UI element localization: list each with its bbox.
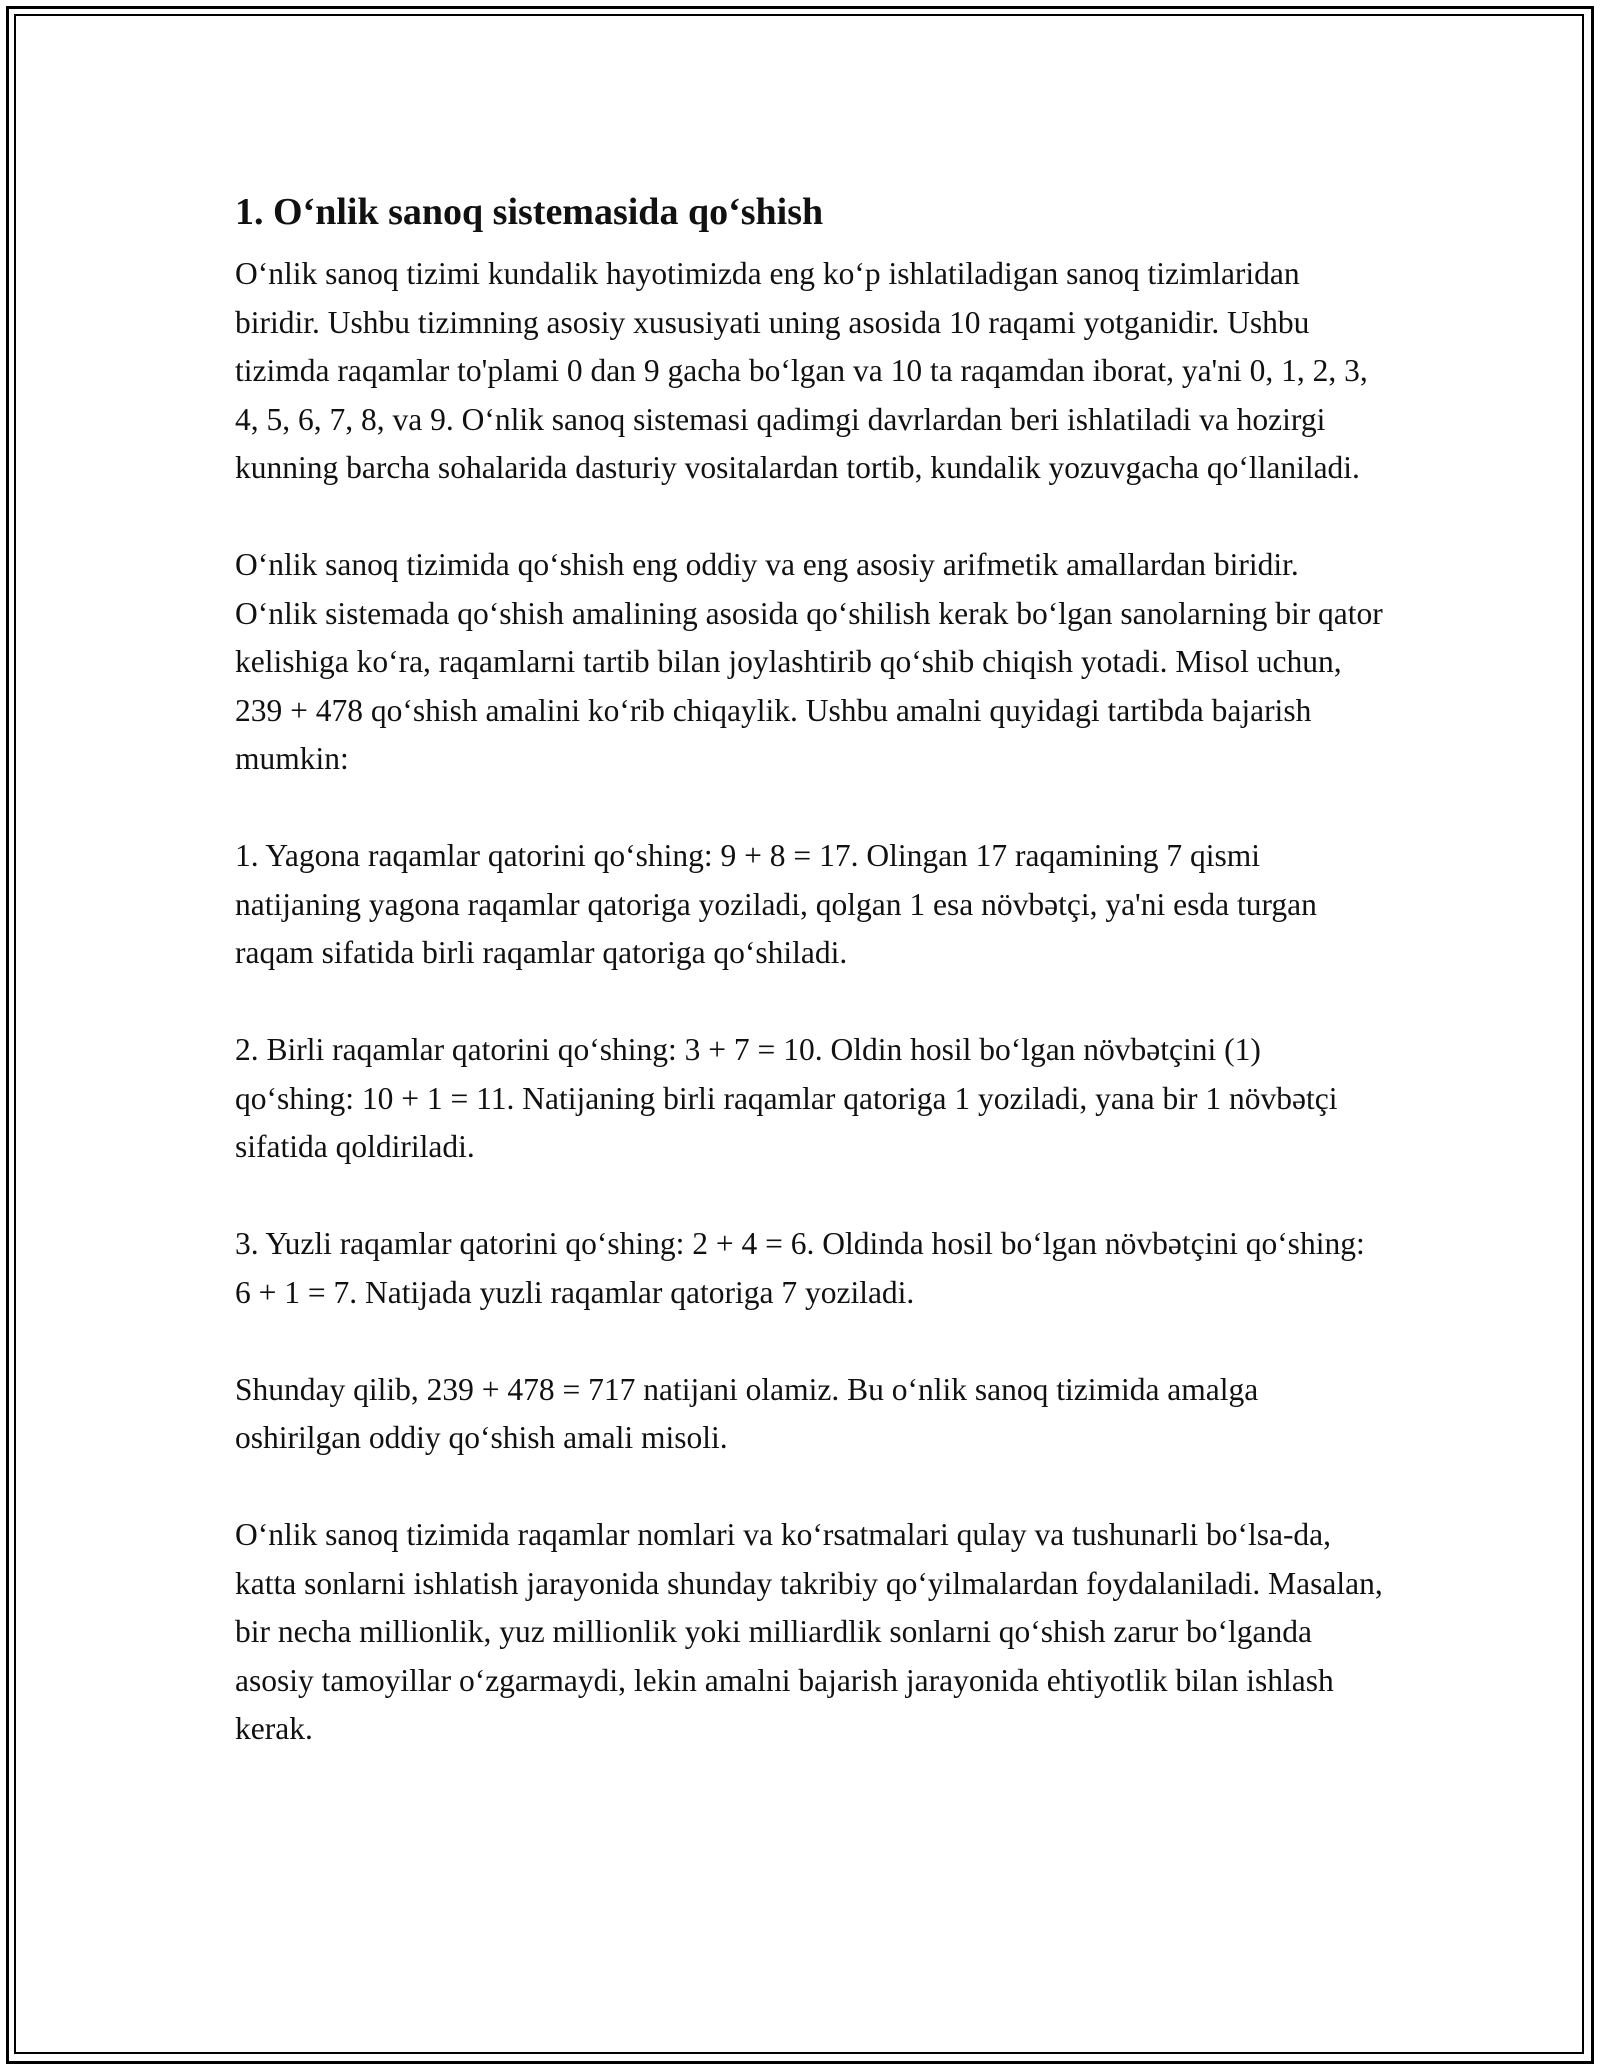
section-heading: 1. O‘nlik sanoq sistemasida qo‘shish (235, 191, 824, 233)
paragraph-step-2: 2. Birli raqamlar qatorini qo‘shing: 3 + 7 = 10. Oldin hosil bo‘lgan növbətçini (1) qo‘shing: 10 + 1 = 11. Natijaning birli raqamlar qatoriga 1 yoziladi, yana bir 1 növbətçi sifatida qoldiriladi. (235, 1032, 1338, 1164)
paragraph-step-1: 1. Yagona raqamlar qatorini qo‘shing: 9 + 8 = 17. Olingan 17 raqamining 7 qismi natijaning yagona raqamlar qatoriga yoziladi, qolgan 1 esa növbətçi, ya'ni esda turgan raqam sifatida birli raqamlar qatoriga qo‘shiladi. (235, 838, 1317, 970)
paragraph-intro: O‘nlik sanoq tizimi kundalik hayotimizda eng ko‘p ishlatiladigan sanoq tizimlaridan biridir. Ushbu tizimning asosiy xususiyati uning asosida 10 raqami yotganidir. Ushbu tizimda raqamlar to'plami 0 dan 9 gacha bo‘lgan va 10 ta raqamdan iborat, ya'ni 0, 1, 2, 3, 4, 5, 6, 7, 8, va 9. O‘nlik sanoq sistemasi qadimgi davrlardan beri ishlatiladi va hozirgi kunning barcha sohalarida dasturiy vositalardan tortib, kundalik yozuvgacha qo‘llaniladi. (235, 256, 1368, 485)
paragraph-result: Shunday qilib, 239 + 478 = 717 natijani olamiz. Bu o‘nlik sanoq tizimida amalga oshirilgan oddiy qo‘shish amali misoli. (235, 1371, 1259, 1455)
paragraph-conclusion: O‘nlik sanoq tizimida raqamlar nomlari va ko‘rsatmalari qulay va tushunarli bo‘lsa-da, katta sonlarni ishlatish jarayonida shunday takribiy qo‘yilmalardan foydalaniladi. Masalan, bir necha millionlik, yuz millionlik yoki milliardlik sonlarni qo‘shish zarur bo‘lganda asosiy tamoyillar o‘zgarmaydi, lekin amalni bajarish jarayonida ehtiyotlik bilan ishlash kerak. (235, 1517, 1383, 1746)
paragraph-addition-overview: O‘nlik sanoq tizimida qo‘shish eng oddiy va eng asosiy arifmetik amallardan biridir. O‘nlik sistemada qo‘shish amalining asosida qo‘shilish kerak bo‘lgan sanolarning bir qator kelishiga ko‘ra, raqamlarni tartib bilan joylashtirib qo‘shib chiqish yotadi. Misol uchun, 239 + 478 qo‘shish amalini ko‘rib chiqaylik. Ushbu amalni quyidagi tartibda bajarish mumkin: (235, 547, 1383, 776)
paragraph-step-3: 3. Yuzli raqamlar qatorini qo‘shing: 2 + 4 = 6. Oldinda hosil bo‘lgan növbətçini qo‘shing: 6 + 1 = 7. Natijada yuzli raqamlar qatoriga 7 yoziladi. (235, 1226, 1365, 1310)
document-body (235, 186, 1385, 1802)
